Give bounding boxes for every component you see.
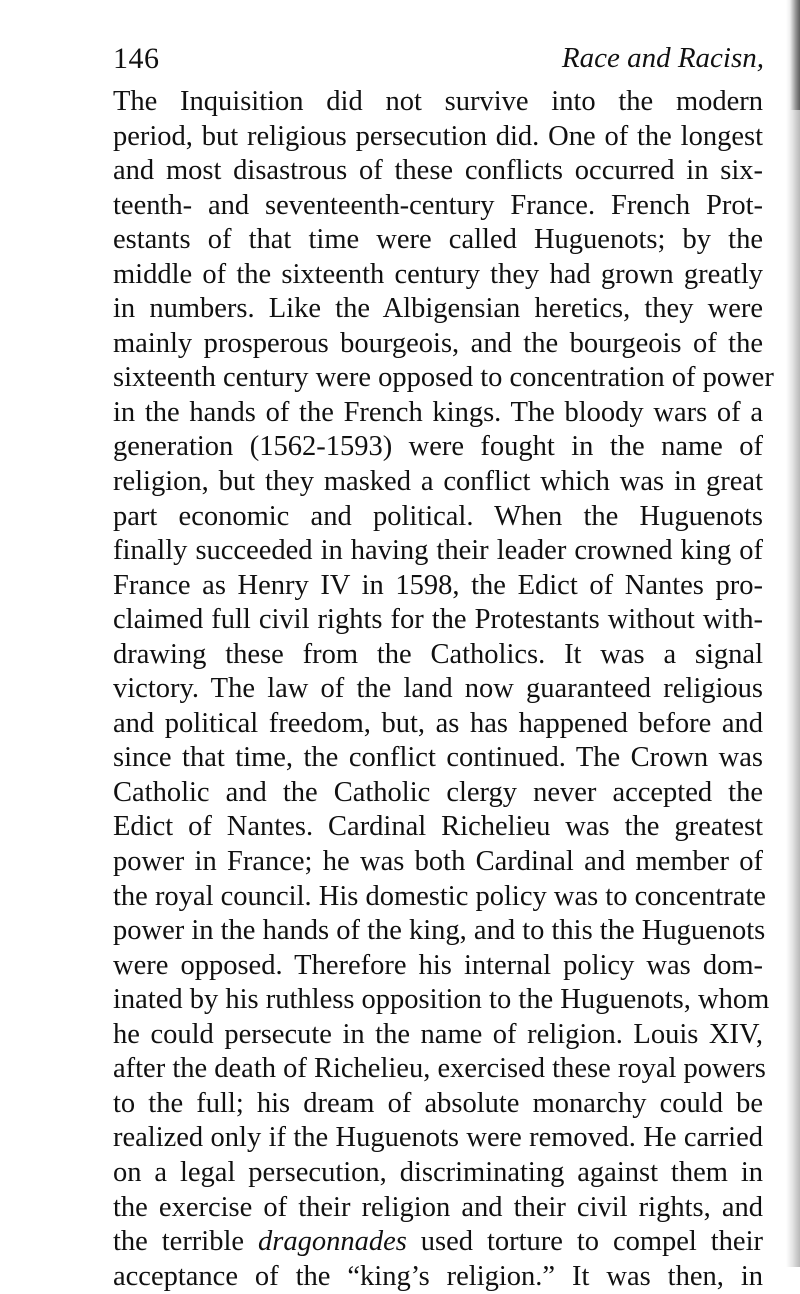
body-text xyxy=(113,85,774,1294)
text-line xyxy=(113,1225,763,1260)
text-line: estants of that time were called Huguenots; by the xyxy=(113,224,763,256)
text-line: period, but religious persecution did. One of the longest xyxy=(113,120,763,152)
text-line: realized only if the Huguenots were removed. He carried xyxy=(113,1122,763,1154)
text-line: on a legal persecution, discriminating against them in xyxy=(113,1156,763,1188)
text-line: sixteenth century were opposed to concentration of power xyxy=(113,362,774,394)
text-line: were opposed. Therefore his internal policy was dom- xyxy=(113,949,763,981)
italic-term: dragonnades xyxy=(257,1226,407,1258)
text-line: and most disastrous of these conflicts occurred in six- xyxy=(113,155,763,187)
text-line: Catholic and the Catholic clergy never accepted the xyxy=(113,776,763,808)
text-line: teenth- and seventeenth-century France. French Prot- xyxy=(113,189,763,221)
text-line: middle of the sixteenth century they had grown greatly xyxy=(113,258,763,290)
text-line: drawing these from the Catholics. It was a signal xyxy=(113,638,763,670)
text-line: France as Henry IV in 1598, the Edict of Nantes pro- xyxy=(113,569,763,601)
text-line: finally succeeded in having their leader crowned king of xyxy=(113,535,763,567)
text-line: to the full; his dream of absolute monarchy could be xyxy=(113,1087,763,1119)
text-line: inated by his ruthless opposition to the Huguenots, whom xyxy=(113,984,770,1016)
text-line: since that time, the conflict continued. The Crown was xyxy=(113,742,763,774)
text-line: religion, but they masked a conflict which was in great xyxy=(113,466,763,498)
text-line: mainly prosperous bourgeois, and the bourgeois of the xyxy=(113,327,763,359)
page-number: 146 xyxy=(113,42,160,75)
text-line: after the death of Richelieu, exercised these royal powers xyxy=(113,1053,766,1085)
text-line: the exercise of their religion and their civil rights, and xyxy=(113,1191,763,1223)
text-line: generation (1562-1593) were fought in the name of xyxy=(113,431,763,463)
text-line: victory. The law of the land now guaranteed religious xyxy=(113,673,763,705)
text-line: The Inquisition did not survive into the modern xyxy=(113,86,763,117)
page-edge-shadow xyxy=(786,0,800,1267)
text-line: acceptance of the “king’s religion.” It was then, in xyxy=(113,1260,763,1292)
text-line: part economic and political. When the Huguenots xyxy=(113,500,763,532)
text-line: he could persecute in the name of religion. Louis XIV, xyxy=(113,1018,763,1050)
running-title: Race and Racisn, xyxy=(561,42,764,74)
text-segment: the terrible xyxy=(113,1226,258,1258)
text-segment: used torture to compel their xyxy=(406,1226,763,1258)
text-line: in numbers. Like the Albigensian heretics, they were xyxy=(113,293,763,325)
text-line: and political freedom, but, as has happened before and xyxy=(113,707,763,739)
text-line: claimed full civil rights for the Protestants without with- xyxy=(113,604,763,636)
text-line: in the hands of the French kings. The bloody wars of a xyxy=(113,396,763,428)
text-line: the royal council. His domestic policy was to concentrate xyxy=(113,880,766,912)
text-line: power in France; he was both Cardinal and member of xyxy=(113,846,763,878)
text-line: power in the hands of the king, and to this the Huguenots xyxy=(113,915,766,947)
page-corner-shadow xyxy=(790,0,800,110)
text-line: Edict of Nantes. Cardinal Richelieu was the greatest xyxy=(113,811,763,843)
